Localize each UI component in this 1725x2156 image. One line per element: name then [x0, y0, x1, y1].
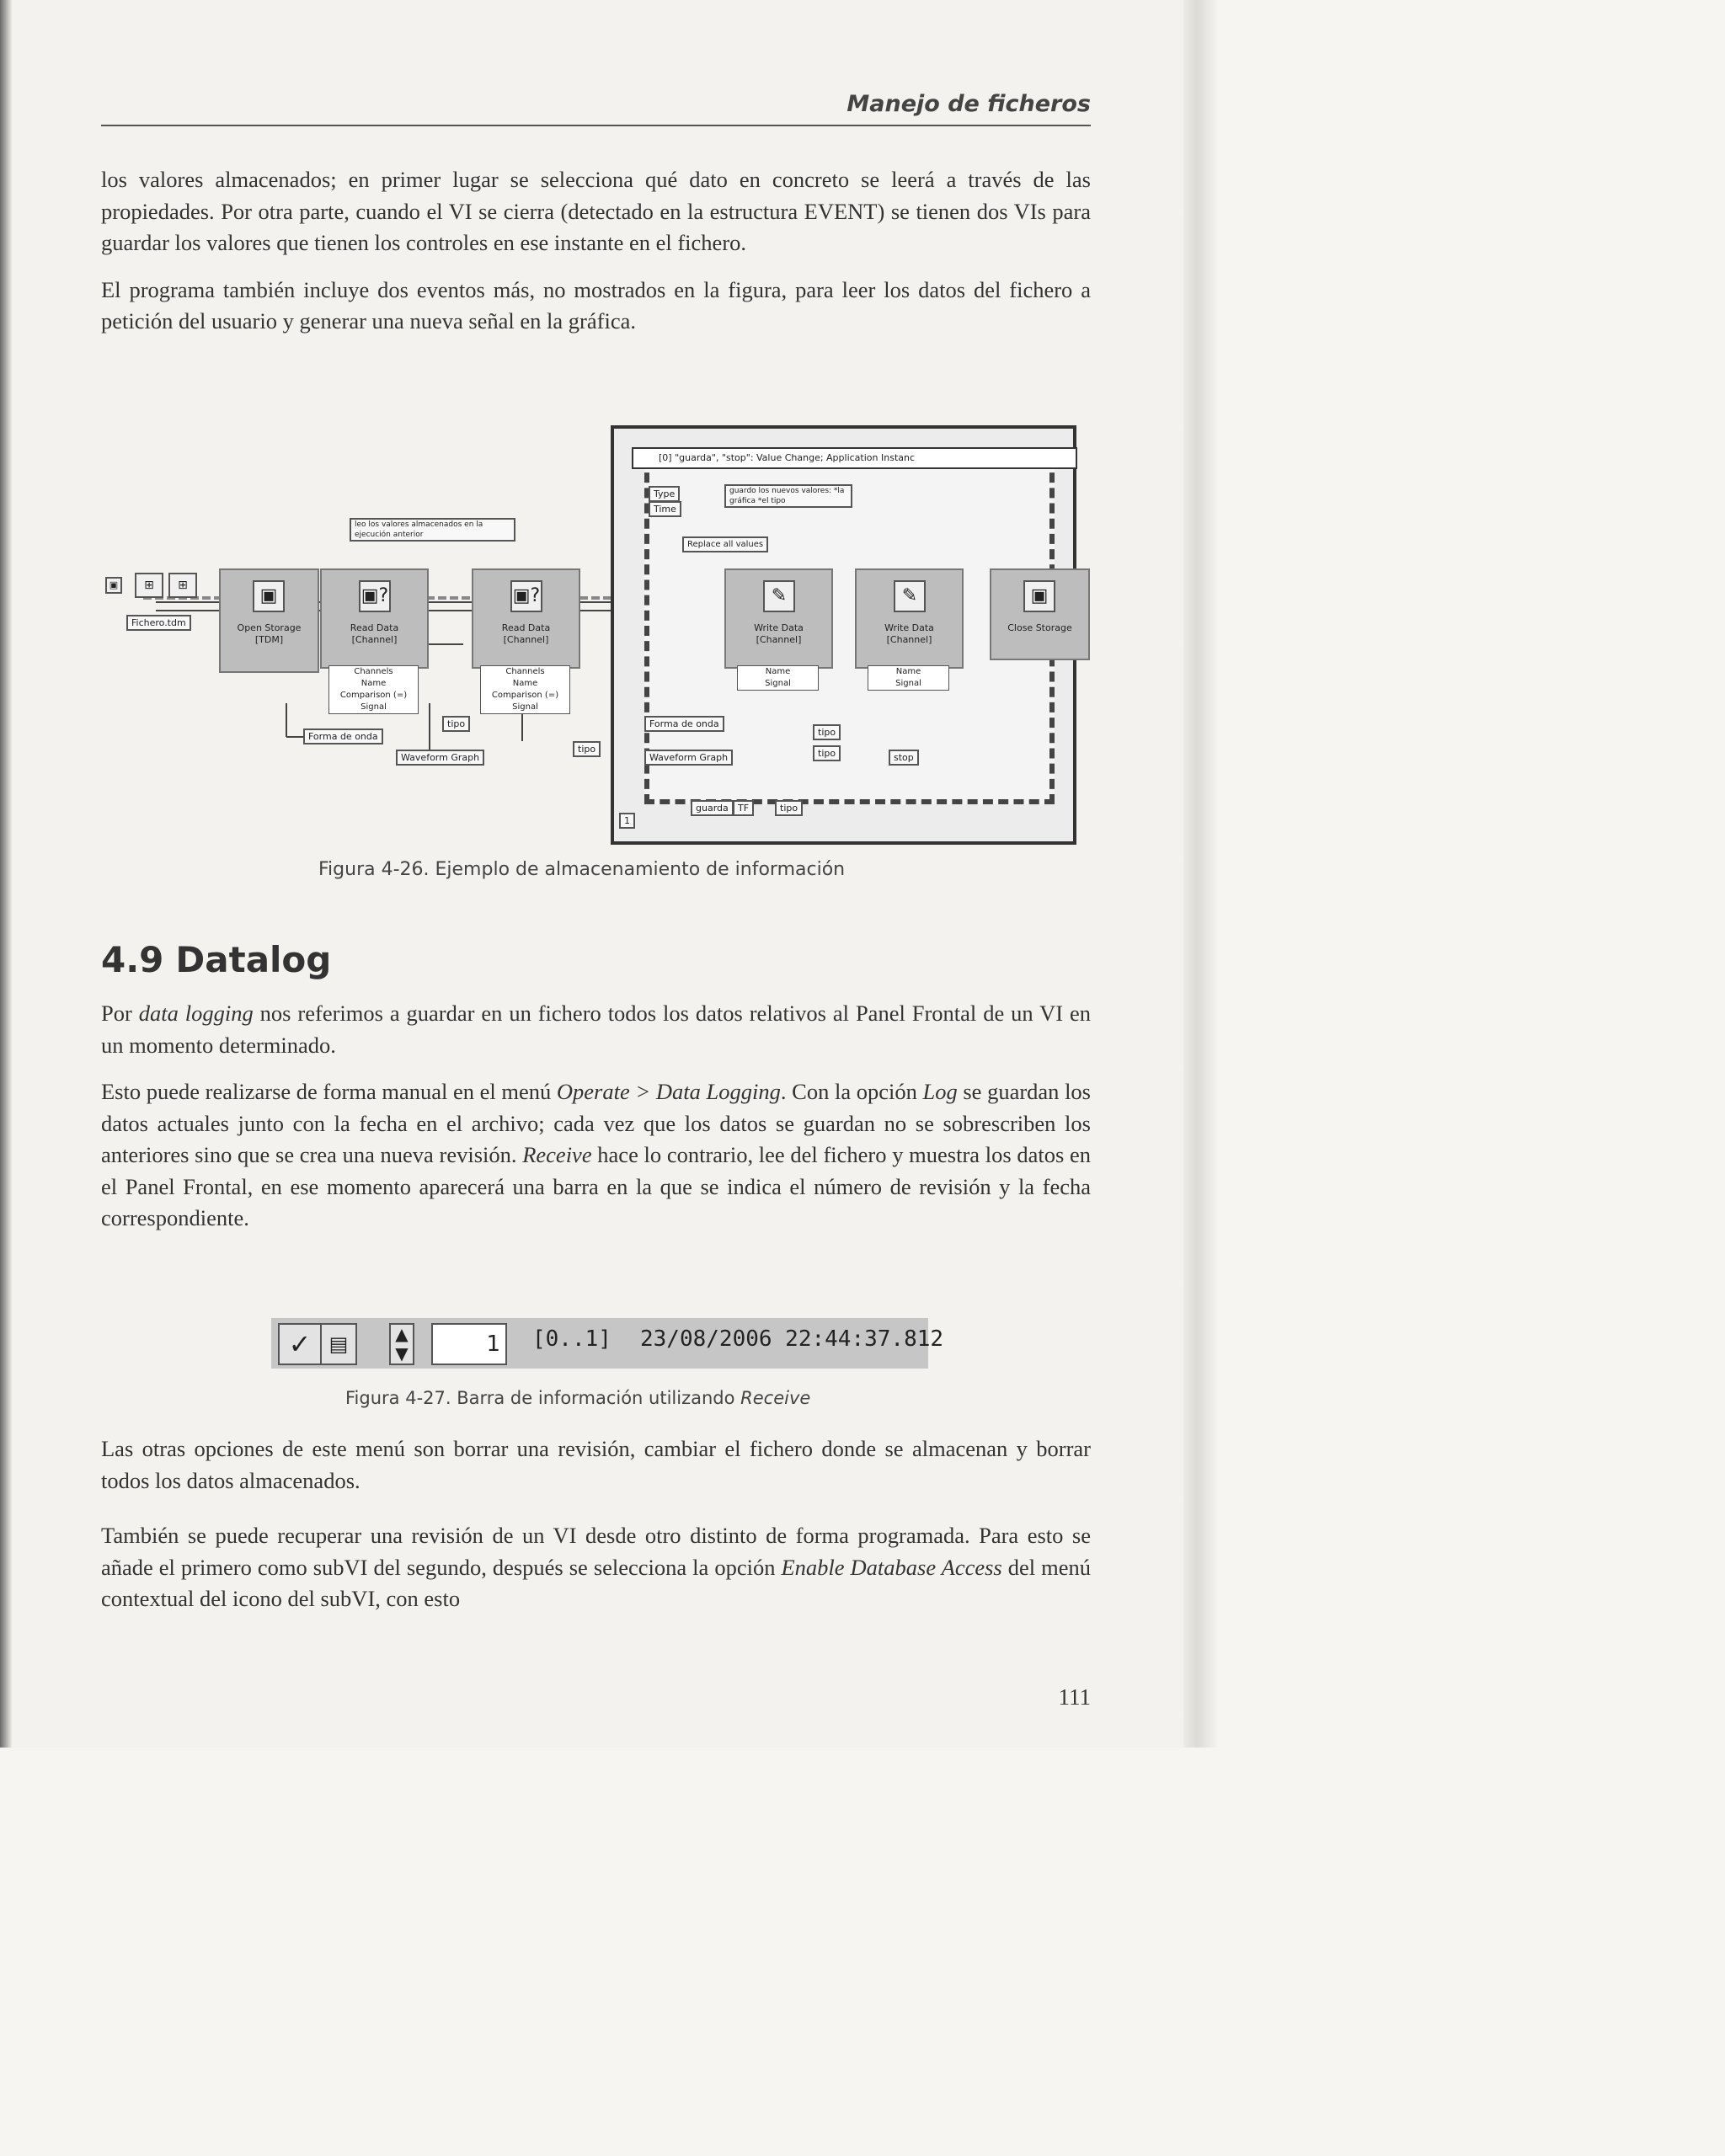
header-rule [101, 125, 1091, 126]
text-run: Las otras opciones de este menú son borrar una revisión, cambiar el fichero donde se almacenan y borrar todos los datos almacenados. [101, 1436, 1091, 1493]
property-item: Comparison (=) [339, 691, 408, 700]
loop-counter: 1 [619, 813, 635, 829]
read-data-icon: ▣? [510, 580, 542, 612]
node-name: Read Data [350, 622, 399, 633]
read-data-node [320, 568, 429, 669]
checkmark-icon: ✓ [278, 1323, 322, 1365]
replace-mode-constant: Replace all values [682, 536, 768, 552]
property-item: Name [765, 667, 791, 676]
property-item: Signal [765, 679, 791, 688]
text-run: Esto puede realizarse de forma manual en el menú [101, 1079, 557, 1104]
graph-terminal: Waveform Graph [396, 750, 484, 766]
figure-caption: Figura 4-26. Ejemplo de almacenamiento de información [318, 859, 846, 880]
text-run-italic: Log [922, 1079, 958, 1104]
running-header: Manejo de ficheros [846, 91, 1091, 117]
write-data-icon: ✎ [894, 580, 926, 612]
text-run-italic: data logging [138, 1001, 254, 1026]
property-list [328, 665, 419, 714]
text-run: nos referimos a guardar en un fichero todos los datos relativos al Panel Frontal de un VI en un momento determinado. [101, 1001, 1091, 1058]
caption-text: Figura 4-27. Barra de información utilizando [345, 1388, 741, 1408]
section-title: Datalog [175, 939, 332, 980]
event-case-selector: [0] "guarda", "stop": Value Change; Application Instanc [632, 447, 1077, 469]
property-list [737, 665, 819, 691]
text-run-italic: Enable Database Access [781, 1554, 1002, 1580]
node-name: Read Data [501, 622, 551, 633]
read-data-node [472, 568, 580, 669]
paragraph [101, 998, 1091, 1061]
storage-icon: ▣ [253, 580, 285, 612]
block-diagram-figure [93, 425, 1103, 846]
open-storage-node [219, 568, 319, 673]
text-run-italic: Receive [522, 1142, 592, 1167]
mid-text [101, 998, 1091, 1235]
save-comment: guardo los nuevos valores: *la gráfica *el tipo [724, 484, 852, 508]
paragraph [101, 1433, 1091, 1497]
paragraph [101, 1076, 1091, 1235]
text-run: hace lo contrario, lee del fichero y muestra los datos en el Panel Frontal, en ese momento aparecerá una barra en la que se indica el número de revisión y la fecha correspondiente. [101, 1142, 1091, 1230]
text-run: se guardan los datos actuales junto con la fecha en el archivo; cada vez que los datos se guardan no se sobrescriben los anteriores sino que se crea una nueva revisión. [101, 1079, 1091, 1167]
tipo-terminal: tipo [813, 724, 841, 740]
guarda-terminal: guarda [691, 800, 734, 816]
node-subtype: [Channel] [886, 634, 932, 645]
graph-terminal: Waveform Graph [644, 750, 733, 766]
read-data-icon: ▣? [359, 580, 391, 612]
revision-datetime: 23/08/2006 22:44:37.812 [640, 1326, 944, 1352]
caption-italic: Receive [740, 1388, 811, 1408]
close-storage-node [990, 568, 1090, 660]
write-data-node [855, 568, 964, 669]
write-data-icon: ✎ [763, 580, 795, 612]
paragraph [101, 1520, 1091, 1615]
property-item: Name [895, 667, 921, 676]
page-edge-shadow [1183, 0, 1217, 1748]
top-text [101, 164, 1091, 338]
waveform-terminal: Forma de onda [303, 728, 383, 744]
property-item: Name [360, 679, 387, 688]
datalog-bar [271, 1318, 944, 1369]
node-name: Close Storage [1007, 622, 1072, 633]
book-spine-shadow [0, 0, 12, 1748]
page-number: 111 [1058, 1684, 1091, 1710]
section-heading [101, 939, 331, 980]
constant-icon: ▣ [105, 577, 122, 594]
event-time-field: Time [649, 501, 681, 517]
text-run: del menú contextual del icono del subVI, con esto [101, 1554, 1092, 1611]
node-subtype: [TDM] [254, 634, 284, 645]
text-run: . Con la opción [780, 1079, 923, 1104]
write-data-node [724, 568, 833, 669]
database-icon: ▤ [320, 1323, 357, 1365]
figure-caption [345, 1388, 810, 1408]
text-run: Por [101, 1001, 139, 1026]
text-run: También se puede recuperar una revisión de un VI desde otro distinto de forma programada. Para esto se añade el primero como subVI del segundo, después se selecciona la opción [101, 1523, 1091, 1580]
file-path-label: Fichero.tdm [126, 615, 191, 631]
storage-icon: ▣ [1023, 580, 1055, 612]
tipo-terminal: tipo [775, 800, 803, 816]
event-type-field: Type [649, 486, 680, 502]
paragraph: El programa también incluye dos eventos más, no mostrados en la figura, para leer los datos del fichero a petición del usuario y generar una nueva señal en la gráfica. [101, 276, 1091, 334]
property-item: Signal [360, 702, 387, 712]
node-name: Write Data [754, 622, 804, 633]
stop-terminal: stop [889, 750, 919, 766]
path-constant-icon: ⊞ [168, 573, 197, 598]
node-name: Write Data [884, 622, 934, 633]
section-number: 4.9 [101, 939, 164, 980]
property-item: Comparison (=) [491, 691, 559, 700]
node-name: Open Storage [237, 622, 302, 633]
tipo-terminal: tipo [573, 741, 601, 757]
spinner-icon: ▲ ▼ [389, 1323, 414, 1365]
diagram-comment: leo los valores almacenados en la ejecución anterior [350, 518, 515, 542]
tipo-terminal: tipo [442, 716, 470, 732]
paragraph: los valores almacenados; en primer lugar se selecciona qué dato en concreto se leerá a través de las propiedades. Por otra parte, cuando el VI se cierra (detectado en la estructura EVENT) se tienen dos VIs para guardar los valores que tienen los controles en ese instante en el fichero. [101, 167, 1091, 255]
revision-range: [0..1] [532, 1326, 611, 1352]
property-list [480, 665, 570, 714]
property-item: Name [512, 679, 538, 688]
text-run-italic: Operate > Data Logging [556, 1079, 781, 1104]
path-constant-icon: ⊞ [135, 573, 163, 598]
property-item: Channels [354, 667, 393, 676]
node-subtype: [Channel] [756, 634, 802, 645]
node-subtype: [Channel] [503, 634, 549, 645]
revision-field: 1 [431, 1323, 507, 1365]
property-list [868, 665, 949, 691]
property-item: Signal [895, 679, 921, 688]
property-item: Signal [512, 702, 538, 712]
tipo-terminal: tipo [813, 745, 841, 761]
property-item: Channels [505, 667, 545, 676]
node-subtype: [Channel] [351, 634, 398, 645]
waveform-terminal: Forma de onda [644, 716, 724, 732]
bottom-text [101, 1433, 1091, 1615]
tf-constant: TF [733, 800, 754, 816]
